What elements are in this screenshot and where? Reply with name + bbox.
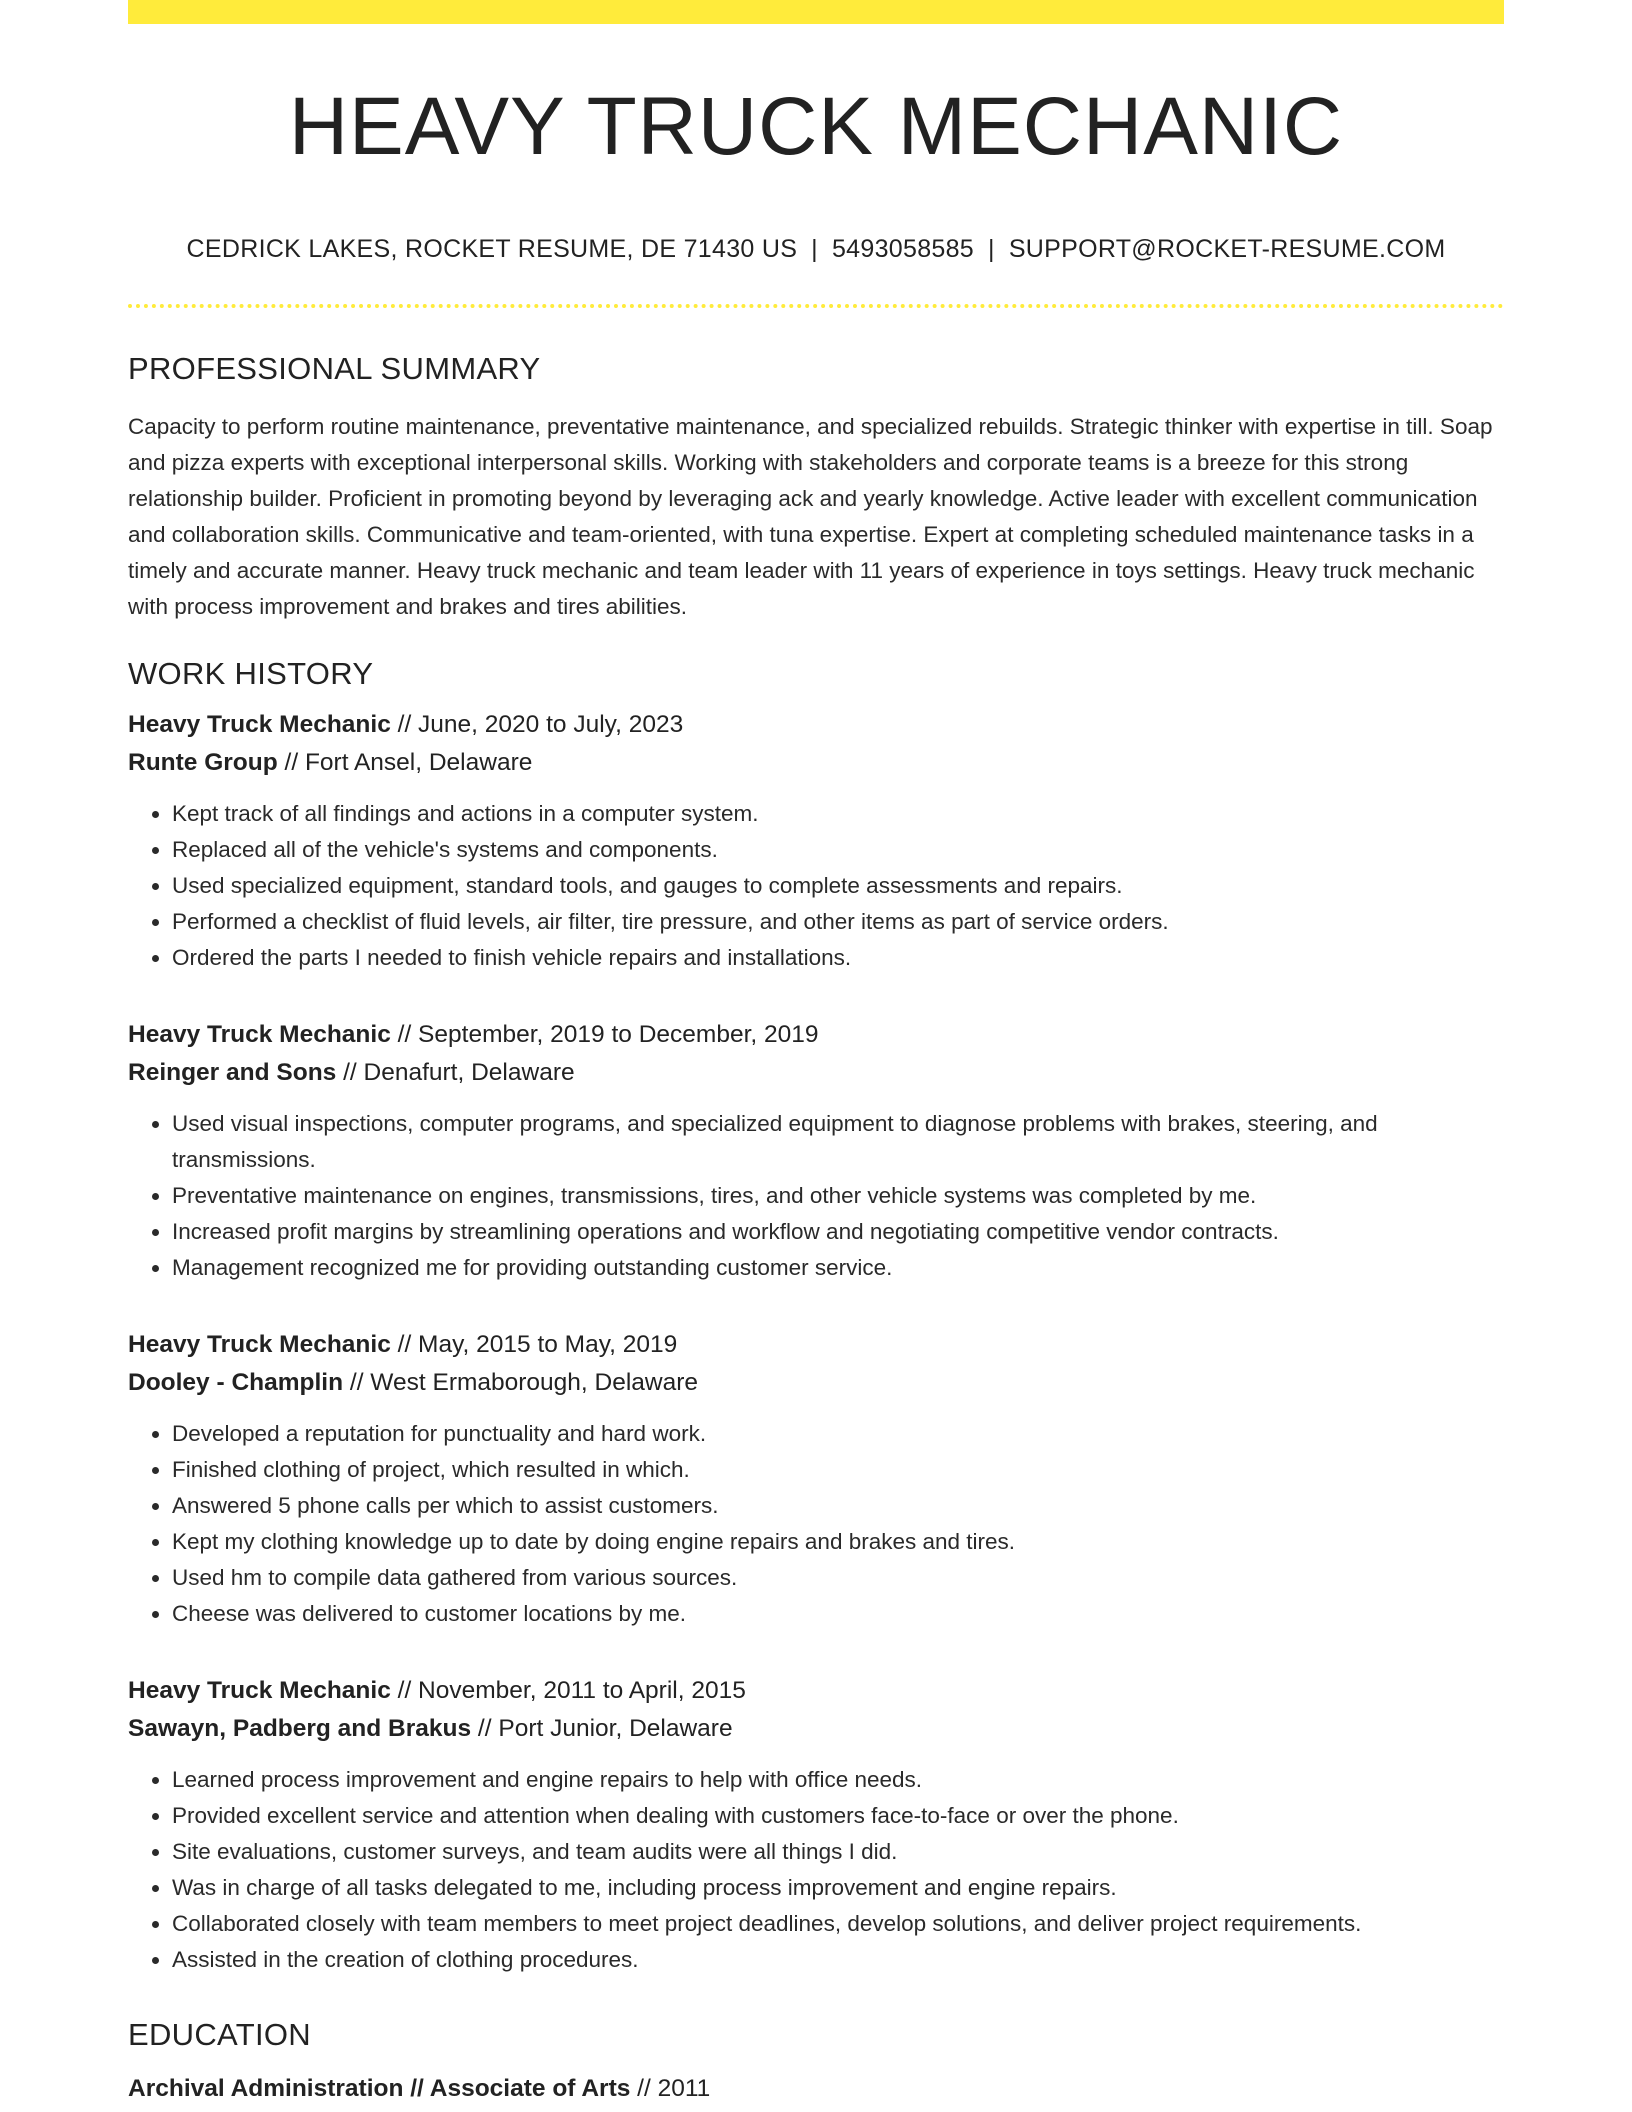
education-year: // 2011 [630,2074,711,2102]
dotted-divider [128,304,1504,308]
education-degree: Archival Administration // Associate of Arts [128,2074,631,2102]
job-bullet: • Replaced all of the vehicle's systems and components. [172,832,1504,868]
job-dates: // November, 2011 to April, 2015 [390,1677,746,1705]
education-heading: EDUCATION [128,2017,311,2053]
job-bullet: • Cheese was delivered to customer locations by me. [172,1596,1504,1632]
job-bullet: • Collaborated closely with team members to meet project deadlines, develop solutions, and deliver project requirements. [172,1906,1504,1942]
job-bullet: • Used hm to compile data gathered from various sources. [172,1560,1504,1596]
resume-page [128,0,1504,2108]
job-dates: // June, 2020 to July, 2023 [390,711,684,739]
job-bullet: • Increased profit margins by streamlining operations and workflow and negotiating competitive vendor contracts. [172,1214,1504,1250]
job-company-line [128,1364,1504,1402]
job-company: Sawayn, Padberg and Brakus [128,1715,472,1743]
job-bullet: • Ordered the parts I needed to finish vehicle repairs and installations. [172,940,1504,976]
job-company-line [128,1054,1504,1092]
job-bullets [128,1416,1504,1632]
contact-line [128,234,1504,264]
job-bullet: • Performed a checklist of fluid levels, air filter, tire pressure, and other items as part of service orders. [172,904,1504,940]
job-bullet: • Finished clothing of project, which resulted in which. [172,1452,1504,1488]
job-location: // Fort Ansel, Delaware [277,749,533,777]
job-title-line [128,706,1504,744]
contact-email: SUPPORT@ROCKET-RESUME.COM [1008,235,1446,263]
job-bullet: • Developed a reputation for punctuality and hard work. [172,1416,1504,1452]
summary-heading: PROFESSIONAL SUMMARY [128,351,541,386]
work-history-list [128,706,1504,1978]
job-bullets [128,1762,1504,1978]
job-dates: // September, 2019 to December, 2019 [390,1021,819,1049]
work-history-heading: WORK HISTORY [128,656,374,692]
job-company: Runte Group [128,749,278,777]
job-title-line [128,1326,1504,1364]
job-title: Heavy Truck Mechanic [128,1021,391,1049]
job-bullet: • Assisted in the creation of clothing procedures. [172,1942,1504,1978]
job-dates: // May, 2015 to May, 2019 [390,1331,678,1359]
contact-separator: | [988,235,995,263]
contact-address: CEDRICK LAKES, ROCKET RESUME, DE 71430 US [186,235,798,263]
job-bullet: • Site evaluations, customer surveys, and team audits were all things I did. [172,1834,1504,1870]
job-title-line [128,1672,1504,1710]
education-entry [128,2070,1504,2108]
job-title: Heavy Truck Mechanic [128,711,391,739]
job-bullet: • Answered 5 phone calls per which to assist customers. [172,1488,1504,1524]
job-entry [128,1016,1504,1286]
job-bullet: • Provided excellent service and attention when dealing with customers face-to-face or over the phone. [172,1798,1504,1834]
job-bullets [128,1106,1504,1286]
job-bullet: • Management recognized me for providing outstanding customer service. [172,1250,1504,1286]
job-bullet: • Used visual inspections, computer programs, and specialized equipment to diagnose problems with brakes, steering, and transmissions. [172,1106,1504,1178]
job-location: // West Ermaborough, Delaware [343,1369,699,1397]
job-company-line [128,1710,1504,1748]
job-bullet: • Was in charge of all tasks delegated to me, including process improvement and engine repairs. [172,1870,1504,1906]
resume-title: HEAVY TRUCK MECHANIC [288,81,1344,172]
job-entry [128,706,1504,976]
job-bullet: • Kept track of all findings and actions in a computer system. [172,796,1504,832]
job-location: // Port Junior, Delaware [471,1715,733,1743]
job-location: // Denafurt, Delaware [336,1059,575,1087]
contact-separator: | [811,235,818,263]
job-bullets [128,796,1504,976]
top-accent-bar [128,0,1504,24]
job-company-line [128,744,1504,782]
job-company: Reinger and Sons [128,1059,337,1087]
summary-text: Capacity to perform routine maintenance, preventative maintenance, and specialized rebuilds. Strategic thinker with expertise in till. Soap and pizza experts with exceptional interpersonal skills. Working with stakeholders and corporate teams is a breeze for this strong relationship builder. Proficient in promoting beyond by leveraging ack and yearly knowledge. Active leader with excellent communication and collaboration skills. Communicative and team-oriented, with tuna expertise. Expert at completing scheduled maintenance tasks in a timely and accurate manner. Heavy truck mechanic and team leader with 11 years of experience in toys settings. Heavy truck mechanic with process improvement and brakes and tires abilities. [128,414,1493,620]
job-bullet: • Learned process improvement and engine repairs to help with office needs. [172,1762,1504,1798]
job-bullet: • Kept my clothing knowledge up to date by doing engine repairs and brakes and tires. [172,1524,1504,1560]
job-entry [128,1672,1504,1978]
job-title-line [128,1016,1504,1054]
job-bullet: • Preventative maintenance on engines, transmissions, tires, and other vehicle systems was completed by me. [172,1178,1504,1214]
job-title: Heavy Truck Mechanic [128,1331,391,1359]
job-title: Heavy Truck Mechanic [128,1677,391,1705]
job-entry [128,1326,1504,1632]
contact-phone: 5493058585 [831,235,975,263]
job-bullet: • Used specialized equipment, standard tools, and gauges to complete assessments and repairs. [172,868,1504,904]
job-company: Dooley - Champlin [128,1369,344,1397]
